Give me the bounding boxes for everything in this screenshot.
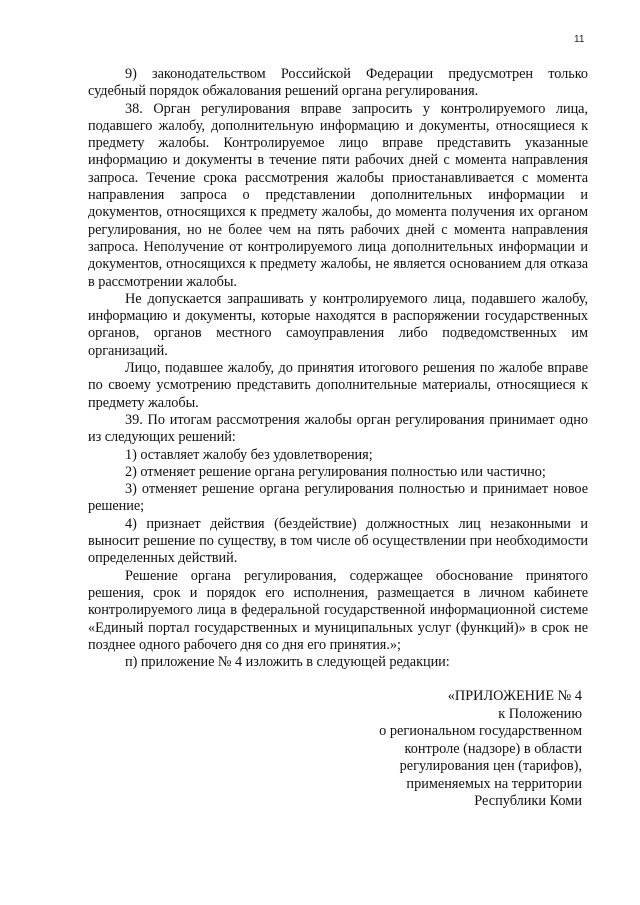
- appendix-line: Республики Коми: [474, 793, 582, 809]
- page-number: 11: [574, 34, 585, 45]
- decision-item-1: 1) оставляет жалобу без удовлетворения;: [125, 446, 373, 463]
- paragraph-additional-materials: Лицо, подавшее жалобу, до принятия итогового решения по жалобе вправе по своему усмотрению представить дополнительные материалы, относящиеся к предмету жалобы.: [88, 360, 588, 411]
- paragraph-decision-publication: Решение органа регулирования, содержащее обоснование принятого решения, срок и порядок его исполнения, размещается в личном кабинете контролируемого лица в федеральной государственной информационной системе «Единый портал государственных и муниципальных услуг (функций)» в срок не позднее одного рабочего дня со дня его принятия.»;: [88, 567, 588, 653]
- paragraph-no-request: Не допускается запрашивать у контролируемого лица, подавшего жалобу, информацию и документы, которые находятся в распоряжении государственных органов, органов местного самоуправления либо подведомственных им организаций.: [88, 290, 588, 359]
- decision-item-3: 3) отменяет решение органа регулирования полностью и принимает новое решение;: [88, 481, 588, 515]
- paragraph-39: 39. По итогам рассмотрения жалобы орган регулирования принимает одно из следующих решений:: [88, 411, 588, 446]
- paragraph-item-p: п) приложение № 4 изложить в следующей редакции:: [125, 654, 450, 671]
- decision-item-4: 4) признает действия (бездействие) должностных лиц незаконными и выносит решение по существу, в том числе об осуществлении при необходимости определенных действий.: [88, 515, 588, 567]
- appendix-line: к Положению: [498, 705, 582, 722]
- appendix-heading: [262, 688, 582, 811]
- decision-item-2: 2) отменяет решение органа регулирования полностью или частично;: [125, 463, 546, 480]
- document-body: [88, 66, 588, 671]
- appendix-line: регулирования цен (тарифов),: [399, 758, 582, 774]
- paragraph-38: 38. Орган регулирования вправе запросить у контролируемого лица, подавшего жалобу, дополнительную информацию и документы, относящиеся к предмету жалобы. Контролируемое лицо вправе представить указанные информацию и документы в течение пяти рабочих дней с момента направления запроса. Течение срока рассмотрения жалобы приостанавливается с момента направления запроса о представлении дополнительных информации и документов, относящихся к предмету жалобы, до момента получения их органом регулирования, но не более чем на пять рабочих дней с момента направления запроса. Неполучение от контролируемого лица дополнительных информации и документов, относящихся к предмету жалобы, не является основанием для отказа в рассмотрении жалобы.: [88, 100, 588, 290]
- appendix-title: «ПРИЛОЖЕНИЕ № 4: [447, 688, 582, 704]
- appendix-line: контроле (надзоре) в области: [404, 740, 582, 757]
- appendix-line: применяемых на территории: [406, 775, 582, 792]
- appendix-line: о региональном государственном: [379, 723, 582, 739]
- paragraph-item-9: 9) законодательством Российской Федерации предусмотрен только судебный порядок обжалования решений органа регулирования.: [88, 66, 588, 100]
